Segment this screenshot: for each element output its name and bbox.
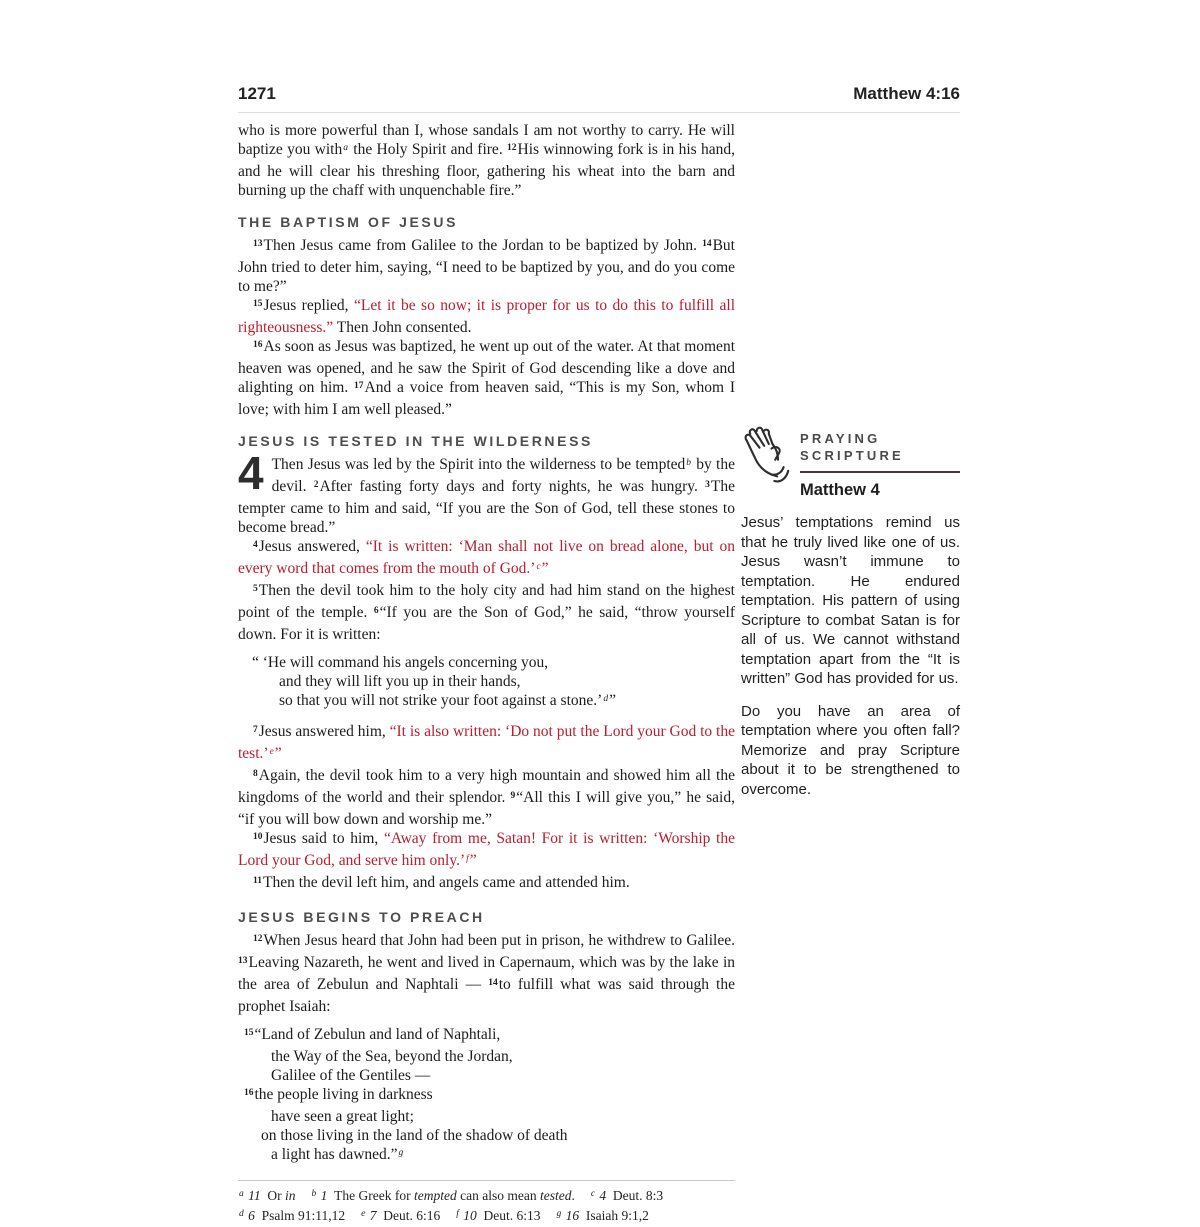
verse-paragraph <box>238 296 735 337</box>
text-run: 11 <box>244 1188 264 1203</box>
text-run: When Jesus heard that John had been put in prison, he withdrew to Galilee. <box>263 932 735 949</box>
text-run: Psalm 91:11,12 <box>258 1208 346 1223</box>
praying-hands-icon <box>741 426 791 491</box>
verse-number: 12 <box>507 142 517 153</box>
text-run: Leaving Nazareth, he went and lived in Capernaum, which was by the lake in the area of Zebulun and Naphtali — <box>238 954 735 993</box>
verse-paragraph <box>238 337 735 419</box>
text-run: Deut. 6:13 <box>480 1208 541 1223</box>
text-run: But John tried to deter him, saying, “I need to be baptized by you, and do you come to me?” <box>238 237 735 295</box>
verse-number: 4 <box>253 539 258 550</box>
text-run: Isaiah 9:1,2 <box>582 1208 649 1223</box>
text-run: the people living in darkness <box>254 1086 433 1103</box>
text-run: a light has dawned.” <box>271 1146 398 1163</box>
text-run: The tempter came to him and said, “If you are the Son of God, tell these stones to become bread.” <box>238 478 735 536</box>
verse-number: 5 <box>253 583 258 594</box>
footnote-letter: b <box>311 1188 317 1199</box>
verse-paragraph <box>238 766 735 829</box>
poem-line <box>261 1126 735 1145</box>
text-run: Then the devil took him to the holy city and had him stand on the highest point of the temple. <box>238 582 735 621</box>
footnote-letter: a <box>239 1188 244 1199</box>
poem-line <box>271 1066 735 1085</box>
verse-number: 16 <box>253 339 263 350</box>
verse-number: 16 <box>244 1087 254 1098</box>
words-of-jesus: ” <box>541 560 549 577</box>
text-run: Deut. 6:16 <box>379 1208 441 1223</box>
page-number: 1271 <box>238 84 276 103</box>
text-run: And a voice from heaven said, “This is my Son, whom I love; with him I am well pleased.” <box>238 379 735 418</box>
verse-paragraph <box>238 931 735 1016</box>
text-run: “All this I will give you,” he said, “if you will bow down and worship me.” <box>238 789 735 828</box>
page-reference: Matthew 4:16 <box>853 84 960 103</box>
text-run: ” <box>609 692 616 709</box>
footnote-letter: d <box>239 1208 244 1219</box>
text-run: tempted <box>413 1188 457 1203</box>
verse-number: 10 <box>253 831 263 842</box>
text-run: the Holy Spirit and fire. <box>348 141 508 158</box>
text-run: by the devil. <box>271 456 735 495</box>
text-run: Then Jesus came from Galilee to the Jordan to be baptized by John. <box>263 237 703 254</box>
sidebar-eyebrow-line1: PRAYING <box>800 431 881 446</box>
text-run: on those living in the land of the shadow of death <box>261 1127 568 1144</box>
text-run: Jesus said to him, <box>263 830 384 847</box>
text-run: Then John consented. <box>333 319 472 336</box>
footnote-line <box>238 1207 735 1227</box>
words-of-jesus: ” <box>469 852 477 869</box>
words-of-jesus: “Let it be so now; it is proper for us to do this to fulfill all righteousness.” <box>238 297 735 336</box>
verse-number: 3 <box>705 479 710 490</box>
verse-number: 13 <box>238 955 248 966</box>
footnote-letter: f <box>466 853 469 864</box>
footnote-letter: g <box>398 1147 404 1158</box>
text-run: Again, the devil took him to a very high mountain and showed him all the kingdoms of the world and their splendor. <box>238 767 735 806</box>
text-run: have seen a great light; <box>271 1108 414 1125</box>
sidebar-title: Matthew 4 <box>800 481 880 499</box>
text-run: 10 <box>459 1208 481 1223</box>
footnote-letter: c <box>590 1188 596 1199</box>
poem-line <box>244 1085 735 1107</box>
verse-number: 17 <box>354 380 364 391</box>
sidebar-eyebrow <box>800 430 960 464</box>
text-run: and they will lift you up in their hands, <box>279 673 521 690</box>
footnote-letter: g <box>556 1208 562 1219</box>
verse-number: 6 <box>373 605 379 616</box>
text-run: Jesus answered him, <box>258 723 390 740</box>
text-run: can also mean <box>456 1188 540 1203</box>
footnote-letter: a <box>343 142 348 153</box>
verse-number: 14 <box>702 238 712 249</box>
poem-line <box>244 1025 735 1047</box>
words-of-jesus: “It is also written: ‘Do not put the Lord your God to the test.’ <box>238 723 735 762</box>
text-run: the Way of the Sea, beyond the Jordan, <box>271 1048 513 1065</box>
text-run: 7 <box>366 1208 380 1223</box>
text-run: Deut. 8:3 <box>609 1188 664 1203</box>
sidebar-rule <box>800 471 960 473</box>
sidebar-praying-scripture <box>741 424 960 799</box>
sidebar-eyebrow-line2: SCRIPTURE <box>800 448 904 463</box>
text-run: to fulfill what was said through the prophet Isaiah: <box>238 976 735 1015</box>
section-heading-tested: JESUS IS TESTED IN THE WILDERNESS <box>238 433 593 449</box>
words-of-jesus: “Away from me, Satan! For it is written: ‘Worship the Lord your God, and serve him only.’ <box>238 830 735 869</box>
verse-number: 7 <box>253 724 258 735</box>
words-of-jesus: ” <box>274 745 282 762</box>
sidebar-header <box>741 424 960 500</box>
poem-line <box>252 653 735 672</box>
text-run: Or <box>264 1188 285 1203</box>
verse-number: 9 <box>510 790 516 801</box>
verse-paragraph <box>238 829 735 873</box>
text-run: tested <box>539 1188 572 1203</box>
footnote-letter: f <box>456 1208 459 1219</box>
sidebar-body <box>741 513 960 799</box>
poem-line <box>271 1047 735 1066</box>
text-run: who is more powerful than I, whose sandals I am not worthy to carry. He will baptize you with <box>238 122 735 158</box>
poem-line <box>279 691 735 713</box>
text-run: 4 <box>596 1188 610 1203</box>
verse-paragraph <box>238 121 735 200</box>
footnote-line <box>238 1187 735 1207</box>
verse-number: 11 <box>253 875 262 886</box>
verse-paragraph <box>238 537 735 581</box>
text-run: Galilee of the Gentiles — <box>271 1067 431 1084</box>
text-run: Then the devil left him, and angels came and attended him. <box>262 874 630 891</box>
sidebar-paragraph: Do you have an area of temptation where you often fall? Memorize and pray Scripture about it to be strengthened to overcome. <box>741 702 960 798</box>
text-run: His winnowing fork is in his hand, and he will clear his threshing floor, gathering his wheat into the barn and burning up the chaff with unquenchable fire.” <box>238 141 736 199</box>
section-heading-baptism: THE BAPTISM OF JESUS <box>238 214 459 230</box>
words-of-jesus: “It is written: ‘Man shall not live on bread alone, but on every word that comes from the mouth of God.’ <box>238 538 735 577</box>
text-run: Jesus replied, <box>263 297 354 314</box>
footnote-letter: c <box>536 561 541 572</box>
text-run: The Greek for <box>330 1188 414 1203</box>
text-run: Jesus answered, <box>258 538 366 555</box>
footnotes <box>238 1180 735 1227</box>
text-run: Then Jesus was led by the Spirit into the wilderness to be tempted <box>271 456 686 473</box>
text-run: “Land of Zebulun and land of Naphtali, <box>254 1026 501 1043</box>
poem-line <box>279 672 735 691</box>
text-run: so that you will not strike your foot against a stone.’ <box>279 692 603 709</box>
text-run: After fasting forty days and forty nights, he was hungry. <box>319 478 706 495</box>
text-run: 6 <box>244 1208 259 1223</box>
chapter-drop-cap: 4 <box>238 447 264 499</box>
verse-text <box>238 447 735 536</box>
verse-paragraph <box>238 447 735 537</box>
text-run: 1 <box>317 1188 331 1203</box>
text-run: . <box>571 1188 575 1203</box>
verse-paragraph <box>238 236 735 296</box>
sidebar-head-right <box>800 424 960 500</box>
verse-number: 15 <box>253 298 263 309</box>
text-run: “If you are the Son of God,” he said, “throw yourself down. For it is written: <box>238 604 735 643</box>
text-run: in <box>285 1188 296 1203</box>
verse-number: 15 <box>244 1027 254 1038</box>
text-run: 16 <box>562 1208 583 1223</box>
poem-block-isaiah <box>244 1025 735 1167</box>
poem-line <box>271 1107 735 1126</box>
verse-paragraph <box>238 722 735 766</box>
poem-line <box>271 1145 735 1167</box>
header-rule <box>238 112 960 113</box>
verse-number: 13 <box>253 238 263 249</box>
section-heading-preach: JESUS BEGINS TO PREACH <box>238 909 485 925</box>
text-run: As soon as Jesus was baptized, he went up out of the water. At that moment heaven was opened, and he saw the Spirit of God descending like a dove and alighting on him. <box>238 338 735 396</box>
sidebar-paragraph: Jesus’ temptations remind us that he truly lived like one of us. Jesus wasn’t immune to temptation. He endured temptation. His pattern of using Scripture to combat Satan is for all of us. We cannot withstand temptation apart from the “It is written” God has provided for us. <box>741 514 960 687</box>
verse-paragraph <box>238 581 735 644</box>
scripture-column <box>238 121 735 1227</box>
page-header <box>238 84 960 104</box>
verse-paragraph <box>238 873 735 895</box>
footnote-letter: e <box>361 1208 366 1219</box>
verse-number: 2 <box>313 479 319 490</box>
verse-number: 12 <box>253 933 263 944</box>
verse-number: 14 <box>488 977 498 988</box>
footnote-letter: d <box>603 693 609 704</box>
verse-number: 8 <box>253 768 258 779</box>
footnote-letter: e <box>269 746 274 757</box>
footnote-letter: b <box>686 457 692 468</box>
text-run: “ ‘He will command his angels concerning you, <box>252 654 549 671</box>
poem-block-psalm <box>252 653 735 713</box>
